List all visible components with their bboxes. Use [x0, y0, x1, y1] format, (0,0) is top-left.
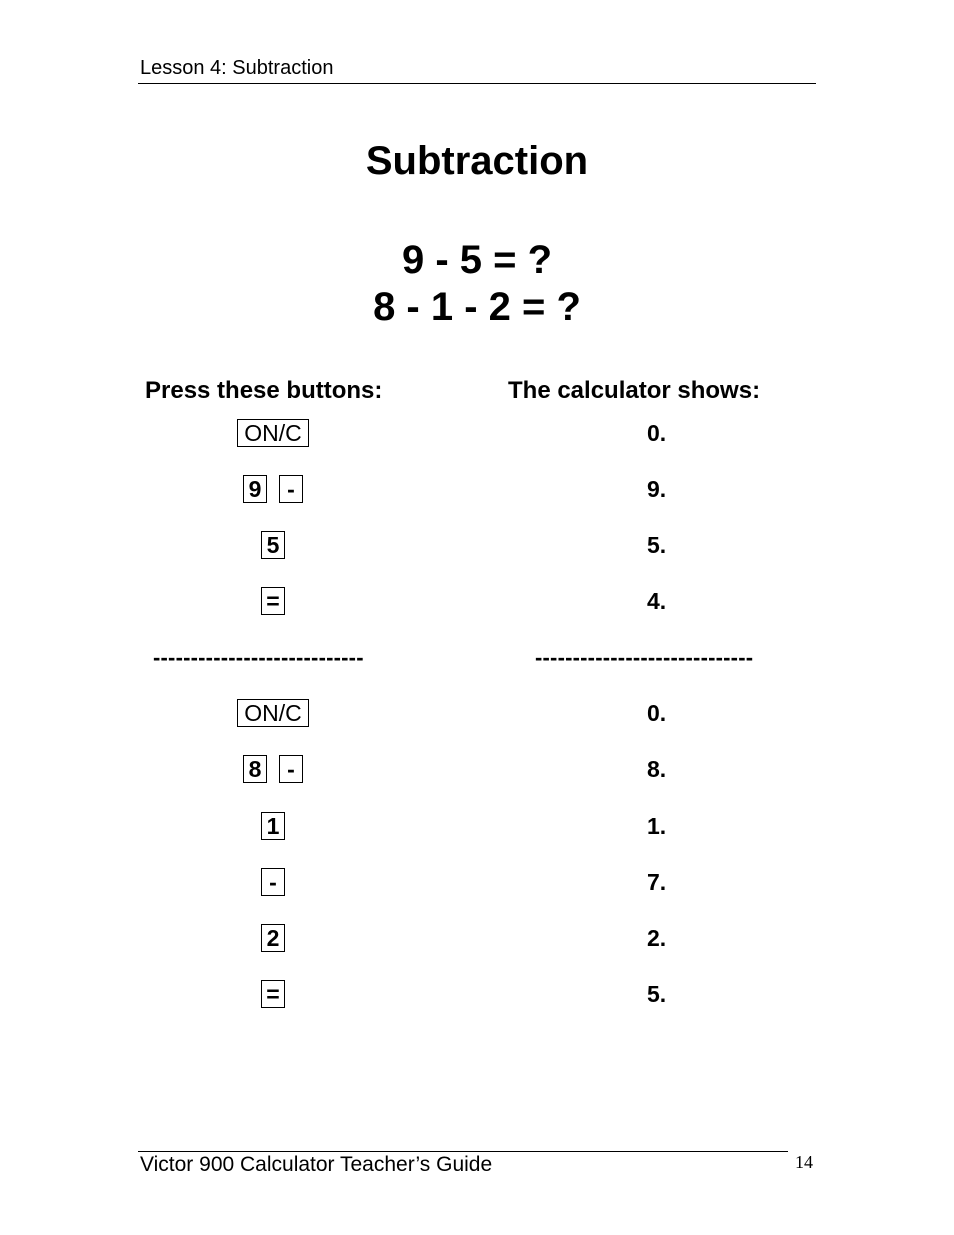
- key-sequence: [0, 812, 546, 840]
- separator-right: -----------------------------: [535, 645, 754, 670]
- calc-key-equals: =: [261, 980, 285, 1008]
- step-row: [0, 419, 954, 453]
- step-row: [0, 755, 954, 789]
- column-heading-display: The calculator shows:: [508, 377, 761, 404]
- key-sequence: [0, 531, 546, 559]
- display-value: 4.: [647, 588, 667, 614]
- step-row: [0, 475, 954, 509]
- display-value: 8.: [647, 756, 667, 782]
- page-title: Subtraction: [365, 139, 589, 183]
- header-text: Lesson 4: Subtraction: [140, 57, 334, 79]
- calc-key-minus: -: [279, 755, 303, 783]
- calc-key-minus: -: [279, 475, 303, 503]
- display-value: 0.: [647, 420, 667, 446]
- calc-key-9: 9: [243, 475, 267, 503]
- equation-1: 9 - 5 = ?: [401, 238, 553, 282]
- footer-rule: [138, 1151, 788, 1152]
- calc-key-5: 5: [261, 531, 285, 559]
- step-row: [0, 924, 954, 958]
- page-number: 14: [795, 1152, 813, 1172]
- step-row: [0, 980, 954, 1014]
- step-row: [0, 868, 954, 902]
- display-value: 9.: [647, 476, 667, 502]
- calc-key-8: 8: [243, 755, 267, 783]
- calc-key-on-c: ON/C: [237, 419, 309, 447]
- column-heading-buttons: Press these buttons:: [145, 377, 383, 404]
- footer-text: Victor 900 Calculator Teacher’s Guide: [140, 1153, 493, 1176]
- step-row: [0, 531, 954, 565]
- key-sequence: [0, 924, 546, 952]
- calc-key-minus: -: [261, 868, 285, 896]
- header-rule: [138, 83, 816, 84]
- calc-key-1: 1: [261, 812, 285, 840]
- key-sequence: [0, 755, 546, 783]
- display-value: 1.: [647, 813, 667, 839]
- step-row: [0, 587, 954, 621]
- display-value: 2.: [647, 925, 667, 951]
- equation-2: 8 - 1 - 2 = ?: [373, 285, 581, 329]
- calc-key-2: 2: [261, 924, 285, 952]
- key-sequence: [0, 419, 546, 447]
- step-row: [0, 812, 954, 846]
- separator-left: ----------------------------: [153, 645, 364, 670]
- display-value: 5.: [647, 981, 667, 1007]
- display-value: 0.: [647, 700, 667, 726]
- key-sequence: [0, 980, 546, 1008]
- key-sequence: [0, 475, 546, 503]
- key-sequence: [0, 699, 546, 727]
- display-value: 5.: [647, 532, 667, 558]
- calc-key-on-c: ON/C: [237, 699, 309, 727]
- key-sequence: [0, 868, 546, 896]
- calc-key-equals: =: [261, 587, 285, 615]
- display-value: 7.: [647, 869, 667, 895]
- step-row: [0, 699, 954, 733]
- key-sequence: [0, 587, 546, 615]
